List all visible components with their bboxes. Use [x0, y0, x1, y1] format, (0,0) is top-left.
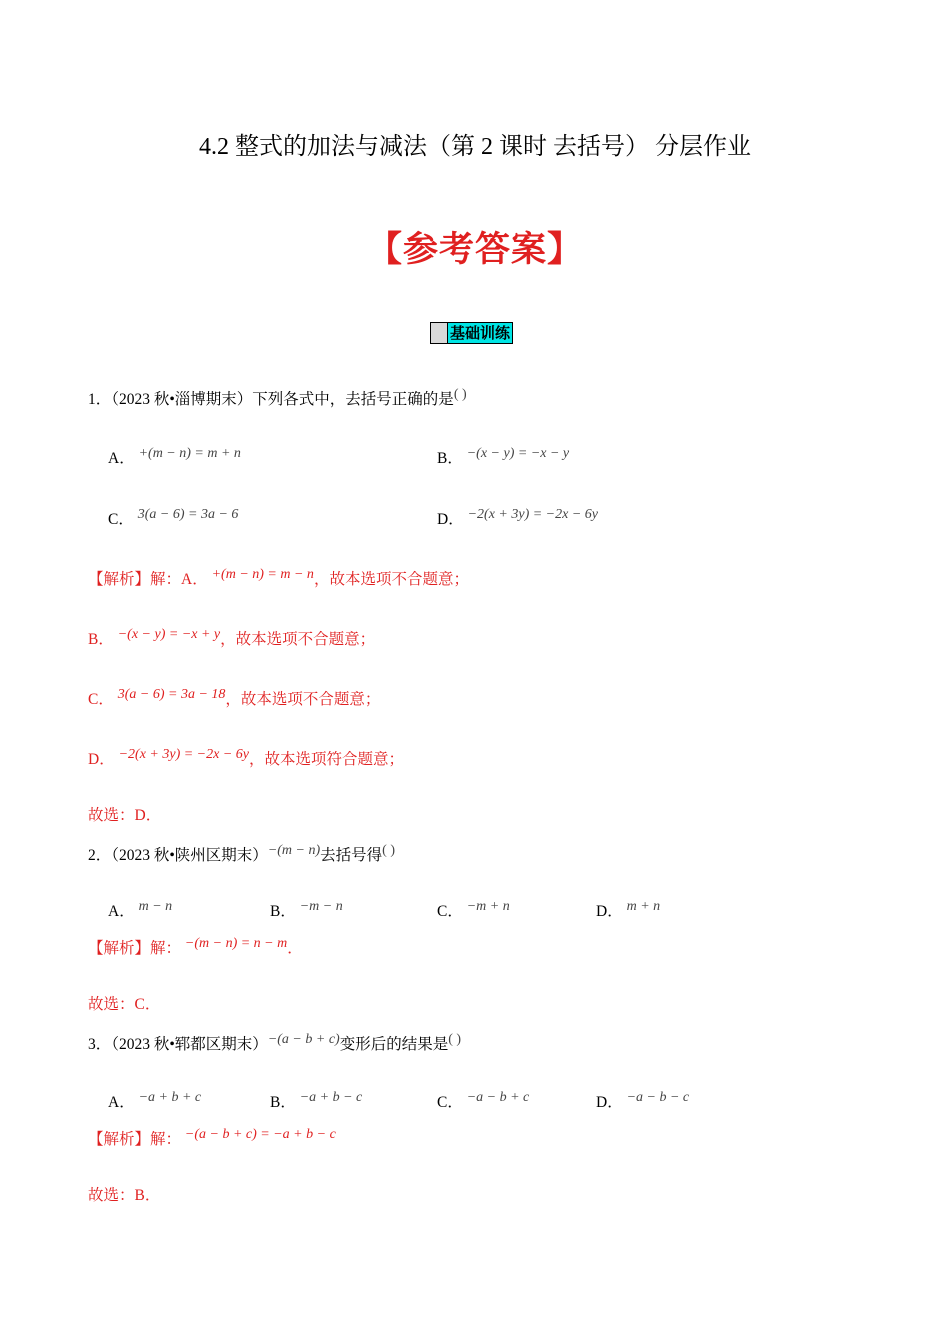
option-expr: −m + n — [466, 899, 510, 914]
q2-option-a — [108, 899, 172, 921]
analysis-text: ，故本选项符合题意； — [249, 751, 405, 768]
question-1-stem — [88, 387, 467, 409]
q2-analysis — [88, 936, 303, 958]
analysis-prefix: D． — [88, 751, 115, 768]
q3-option-b — [270, 1090, 362, 1112]
q1-option-a — [108, 446, 241, 468]
option-expr: +(m − n) = m + n — [138, 446, 241, 461]
question-1-text: 1．（2023 秋•淄博期末）下列各式中，去括号正确的是 — [88, 391, 454, 408]
q3-option-c — [437, 1090, 529, 1112]
question-3-text: 3．（2023 秋•郓都区期末） — [88, 1036, 268, 1053]
analysis-expr: −(x − y) = −x + y — [117, 627, 221, 642]
option-letter: D． — [437, 511, 464, 528]
option-expr: −a + b + c — [138, 1090, 202, 1105]
option-expr: −a − b + c — [466, 1090, 530, 1105]
analysis-text: ，故本选项不合题意； — [220, 631, 376, 648]
q1-analysis-line-a — [88, 567, 469, 589]
analysis-expr: −(m − n) = n − m — [184, 936, 288, 951]
option-letter: C． — [437, 903, 463, 920]
analysis-lead: 解： — [150, 1131, 182, 1148]
option-letter: B． — [270, 1094, 296, 1111]
q1-analysis-line-c — [88, 687, 380, 709]
analysis-lead: 解：A． — [150, 571, 208, 588]
question-3-stem — [88, 1032, 461, 1054]
analysis-text: ，故本选项不合题意； — [225, 691, 381, 708]
q3-option-d — [596, 1090, 689, 1112]
question-2-paren: ( ) — [382, 843, 395, 858]
option-letter: D． — [596, 1094, 623, 1111]
page-title: 4.2 整式的加法与减法（第 2 课时 去括号） 分层作业 — [199, 134, 751, 160]
analysis-lead: 解： — [150, 940, 182, 957]
question-2-suffix: 去括号得 — [320, 847, 383, 864]
option-letter: B． — [437, 450, 463, 467]
analysis-expr: +(m − n) = m − n — [211, 567, 314, 582]
question-2-text: 2．（2023 秋•陕州区期末） — [88, 847, 268, 864]
analysis-tag: 【解析】 — [88, 940, 151, 957]
q1-answer: 故选：D． — [88, 807, 162, 824]
question-3-suffix: 变形后的结果是 — [339, 1036, 449, 1053]
question-2-expr: −(m − n) — [267, 843, 321, 858]
analysis-end: ． — [287, 940, 303, 957]
analysis-expr: −2(x + 3y) = −2x − 6y — [118, 747, 249, 762]
q2-option-c — [437, 899, 510, 921]
option-expr: m − n — [138, 899, 173, 914]
analysis-expr: −(a − b + c) = −a + b − c — [184, 1127, 336, 1142]
option-expr: −(x − y) = −x − y — [466, 446, 570, 461]
analysis-prefix: B． — [88, 631, 114, 648]
answer-heading: 【参考答案】 — [366, 230, 583, 270]
question-2-stem — [88, 843, 395, 865]
section-badge — [430, 322, 513, 344]
analysis-expr: 3(a − 6) = 3a − 18 — [117, 687, 226, 702]
option-expr: 3(a − 6) = 3a − 6 — [137, 507, 239, 522]
q3-option-a — [108, 1090, 201, 1112]
q3-analysis — [88, 1127, 336, 1149]
option-letter: A． — [108, 1094, 135, 1111]
section-label: 基础训练 — [450, 324, 511, 342]
option-letter: C． — [108, 511, 134, 528]
option-letter: A． — [108, 903, 135, 920]
section-badge-marker — [431, 323, 448, 343]
q1-option-d — [437, 507, 598, 529]
analysis-tag: 【解析】 — [88, 1131, 151, 1148]
question-1-paren: ( ) — [453, 387, 467, 402]
option-letter: D． — [596, 903, 623, 920]
q2-option-b — [270, 899, 343, 921]
q2-option-d — [596, 899, 660, 921]
q1-option-c — [108, 507, 238, 529]
q1-analysis-line-b — [88, 627, 375, 649]
q1-option-b — [437, 446, 569, 468]
option-expr: m + n — [626, 899, 661, 914]
q1-analysis-line-d — [88, 747, 404, 769]
option-expr: −m − n — [299, 899, 343, 914]
question-3-expr: −(a − b + c) — [267, 1032, 340, 1047]
q3-answer: 故选：B． — [88, 1187, 161, 1204]
option-expr: −a + b − c — [299, 1090, 363, 1105]
question-3-paren: ( ) — [448, 1032, 462, 1047]
option-expr: −2(x + 3y) = −2x − 6y — [467, 507, 598, 522]
option-expr: −a − b − c — [626, 1090, 690, 1105]
option-letter: C． — [437, 1094, 463, 1111]
analysis-prefix: C． — [88, 691, 114, 708]
analysis-tag: 【解析】 — [88, 571, 151, 588]
analysis-text: ，故本选项不合题意； — [313, 571, 469, 588]
q2-answer: 故选：C． — [88, 996, 161, 1013]
option-letter: A． — [108, 450, 135, 467]
option-letter: B． — [270, 903, 296, 920]
